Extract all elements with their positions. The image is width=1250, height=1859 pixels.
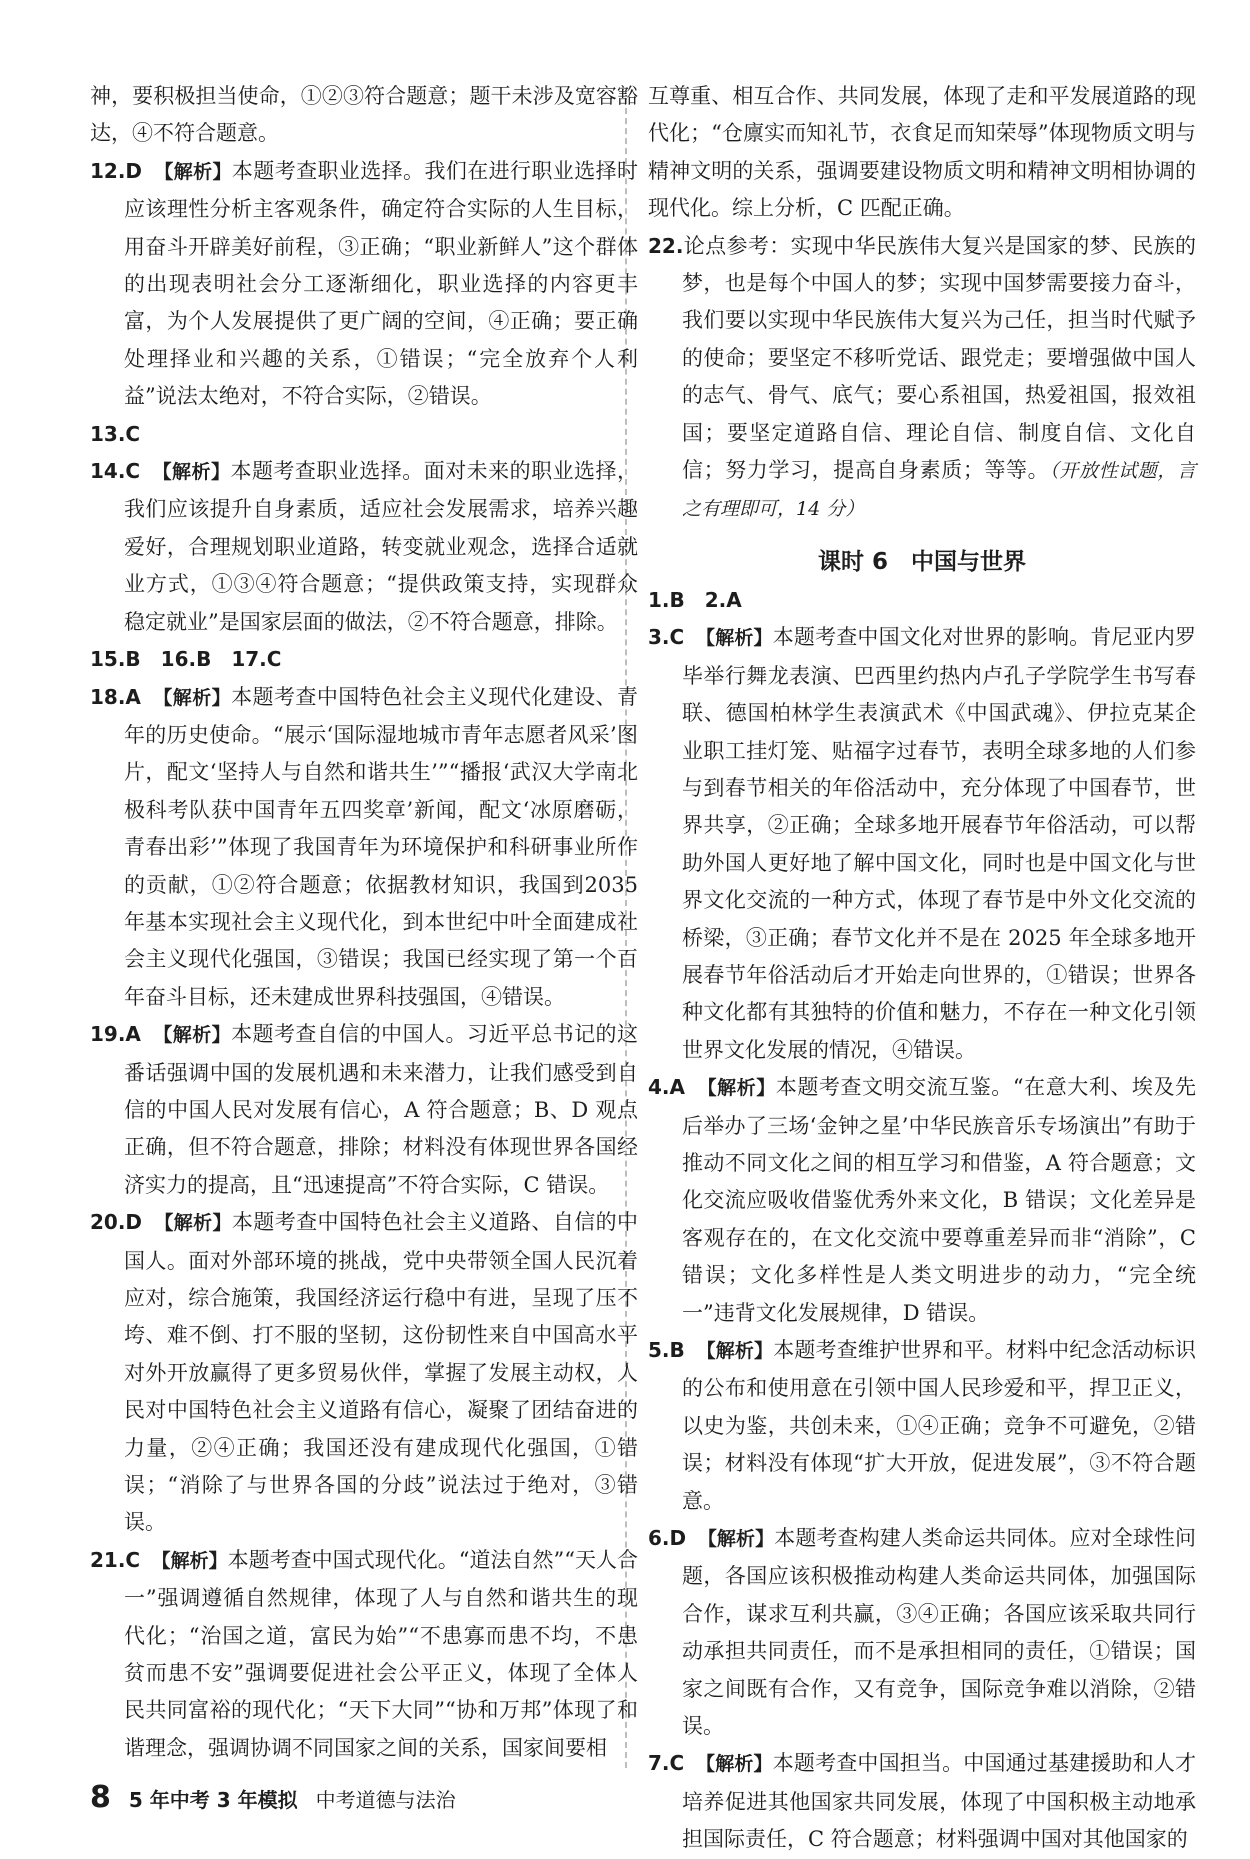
answer-number: 5.B bbox=[648, 1338, 685, 1362]
page-number: 8 bbox=[90, 1780, 111, 1815]
answer-number: 18.A bbox=[90, 684, 141, 709]
answer-number: 12.D bbox=[90, 158, 143, 183]
answer-continuation bbox=[648, 78, 1196, 228]
answer-text: 本题考查维护世界和平。材料中纪念活动标识的公布和使用意在引领中国人民珍爱和平，捍卫正义，以史为鉴，共创未来，①④正确；竞争不可避免，②错误；材料没有体现“扩大开放，促进发展”，③不符合题意。 bbox=[682, 1338, 1197, 1513]
answer-number: 22. bbox=[648, 233, 684, 258]
analysis-tag: 【解析】 bbox=[162, 1024, 232, 1047]
answer-number: 6.D bbox=[648, 1526, 687, 1551]
answer-text: 神，要积极担当使命，①②③符合题意；题干未涉及宽容豁达，④不符合题意。 bbox=[90, 84, 638, 146]
scoring-note: （开放性试题，言之有理即可，14 分） bbox=[682, 460, 1196, 521]
analysis-tag: 【解析】 bbox=[705, 1753, 773, 1776]
analysis-tag: 【解析】 bbox=[707, 1077, 776, 1100]
answer-text: 本题考查文明交流互鉴。“在意大利、埃及先后举办了三场‘金钟之星’中华民族音乐专场演出”有助于推动不同文化之间的相互学习和借鉴，A 符合题意；文化交流应吸收借鉴优秀外来文化，B 错误；文化差异是客观存在的，在文化交流中要尊重差异而非“消除”，C 错误；文化多样性是人类文明进步的动力，“完全统一”违背文化发展规律，D 错误。 bbox=[682, 1075, 1196, 1325]
answer-item bbox=[648, 619, 1196, 1069]
answer-item bbox=[648, 582, 1196, 619]
analysis-tag: 【解析】 bbox=[706, 1340, 774, 1362]
answer-text: 论点参考：实现中华民族伟大复兴是国家的梦、民族的梦，也是每个中国人的梦；实现中国梦需要接力奋斗，我们要以实现中华民族伟大复兴为己任，担当时代赋予的使命；要坚定不移听党话、跟党走；要增强做中国人的志气、骨气、底气；要心系祖国，热爱祖国，报效祖国；要坚定道路自信、理论自信、制度自信、文化自信；努力学习，提高自身素质；等等。 bbox=[682, 233, 1196, 483]
answer-number: 7.C bbox=[648, 1751, 685, 1776]
analysis-tag: 【解析】 bbox=[162, 686, 232, 709]
answer-number: 15.B 16.B 17.C bbox=[90, 647, 282, 672]
answer-item bbox=[648, 1332, 1196, 1520]
answer-text: 本题考查职业选择。面对未来的职业选择，我们应该提升自身素质，适应社会发展需求，培养兴趣爱好，合理规划职业道路，转变就业观念，选择合适就业方式，①③④符合题意；“提供政策支持，实现群众稳定就业”是国家层面的做法，②不符合题意，排除。 bbox=[124, 459, 638, 634]
right-column bbox=[648, 78, 1196, 1859]
analysis-tag: 【解析】 bbox=[705, 627, 773, 650]
answer-item bbox=[90, 416, 638, 453]
analysis-tag: 【解析】 bbox=[163, 160, 232, 183]
page-footer bbox=[90, 1780, 456, 1815]
answer-number: 20.D bbox=[90, 1210, 143, 1235]
answer-number: 4.A bbox=[648, 1075, 685, 1100]
answer-item bbox=[90, 153, 638, 416]
answer-item bbox=[90, 641, 638, 678]
answer-text: 本题考查中国担当。中国通过基建援助和人才培养促进其他国家共同发展，体现了中国积极主动地承担国际责任，C 符合题意；材料强调中国对其他国家的 bbox=[682, 1751, 1196, 1852]
answer-text: 本题考查中国式现代化。“道法自然”“天人合一”强调遵循自然规律，体现了人与自然和谐共生的现代化；“治国之道，富民为始”“不患寡而患不均，不患贫而患不安”强调要促进社会公平正义，体现了全体人民共同富裕的现代化；“天下大同”“协和万邦”体现了和谐理念，强调协调不同国家之间的关系，国家间要相 bbox=[124, 1547, 638, 1760]
answer-continuation bbox=[90, 78, 638, 153]
answer-item bbox=[648, 1520, 1196, 1745]
answer-item bbox=[90, 679, 638, 1017]
answer-item bbox=[90, 1016, 638, 1204]
answer-number: 19.A bbox=[90, 1022, 141, 1047]
answer-number: 1.B 2.A bbox=[648, 587, 742, 612]
answer-text: 本题考查职业选择。我们在进行职业选择时应该理性分析主客观条件，确定符合实际的人生目标，用奋斗开辟美好前程，③正确；“职业新鲜人”这个群体的出现表明社会分工逐渐细化，职业选择的内容更丰富，为个人发展提供了更广阔的空间，④正确；要正确处理择业和兴趣的关系，①错误；“完全放弃个人利益”说法太绝对，不符合实际，②错误。 bbox=[124, 158, 638, 409]
answer-item bbox=[90, 1204, 638, 1542]
analysis-tag: 【解析】 bbox=[707, 1528, 775, 1551]
answer-text: 本题考查中国特色社会主义道路、自信的中国人。面对外部环境的挑战，党中央带领全国人民沉着应对，综合施策，我国经济运行稳中有进，呈现了压不垮、难不倒、打不服的坚韧，这份韧性来自中国高水平对外开放赢得了更多贸易伙伴，掌握了发展主动权，人民对中国特色社会主义道路有信心，凝聚了团结奋进的力量，②④正确；我国还没有建成现代化强国，①错误；“消除了与世界各国的分歧”说法过于绝对，③错误。 bbox=[124, 1210, 638, 1535]
answer-item bbox=[648, 228, 1196, 529]
answer-number: 21.C bbox=[90, 1547, 141, 1572]
answer-text: 本题考查中国文化对世界的影响。肯尼亚内罗毕举行舞龙表演、巴西里约热内卢孔子学院学生书写春联、德国柏林学生表演武术《中国武魂》、伊拉克某企业职工挂灯笼、贴福字过春节，表明全球多地的人们参与到春节相关的年俗活动中，充分体现了中国春节，世界共享，②正确；全球多地开展春节年俗活动，可以帮助外国人更好地了解中国文化，同时也是中国文化与世界文化交流的一种方式，体现了春节是中外文化交流的桥梁，③正确；春节文化并不是在 2025 年全球多地开展春节年俗活动后才开始走向世界的，①错误；世界各种文化都有其独特的价值和魅力，不存在一种文化引领世界文化发展的情况，④错误。 bbox=[682, 625, 1196, 1062]
book-subject: 中考道德与法治 bbox=[315, 1788, 456, 1812]
answer-text: 本题考查构建人类命运共同体。应对全球性问题，各国应该积极推动构建人类命运共同体，加强国际合作，谋求互利共赢，③④正确；各国应该采取共同行动承担共同责任，而不是承担相同的责任，①错误；国家之间既有合作，又有竞争，国际竞争难以消除，②错误。 bbox=[682, 1526, 1197, 1739]
answer-number: 13.C bbox=[90, 421, 141, 446]
left-column bbox=[90, 78, 638, 1767]
answer-item bbox=[648, 1745, 1196, 1858]
analysis-tag: 【解析】 bbox=[163, 1212, 232, 1235]
answer-item bbox=[90, 1542, 638, 1767]
answer-item bbox=[648, 1069, 1196, 1332]
answer-number: 3.C bbox=[648, 625, 685, 650]
analysis-tag: 【解析】 bbox=[161, 1549, 228, 1572]
answer-text: 互尊重、相互合作、共同发展，体现了走和平发展道路的现代化；“仓廪实而知礼节，衣食足而知荣辱”体现物质文明与精神文明的关系，强调要建设物质文明和精神文明相协调的现代化。综上分析，C 匹配正确。 bbox=[648, 84, 1196, 221]
answer-text: 本题考查自信的中国人。习近平总书记的这番话强调中国的发展机遇和未来潜力，让我们感受到自信的中国人民对发展有信心，A 符合题意；B、D 观点正确，但不符合题意，排除；材料没有体现世界各国经济实力的提高，且“迅速提高”不符合实际，C 错误。 bbox=[124, 1022, 638, 1197]
right-column-top bbox=[648, 78, 1196, 529]
answer-text: 本题考查中国特色社会主义现代化建设、青年的历史使命。“展示‘国际湿地城市青年志愿者风采’图片，配文‘坚持人与自然和谐共生’”“播报‘武汉大学南北极科考队获中国青年五四奖章’新闻，配文‘冰原磨砺，青春出彩’”体现了我国青年为环境保护和科研事业所作的贡献，①②符合题意；依据教材知识，我国到2035年基本实现社会主义现代化，到本世纪中叶全面建成社会主义现代化强国，③错误；我国已经实现了第一个百年奋斗目标，还未建成世界科技强国，④错误。 bbox=[124, 684, 638, 1009]
right-column-bottom bbox=[648, 582, 1196, 1859]
section-title: 课时 6 中国与世界 bbox=[817, 548, 1026, 575]
answer-item bbox=[90, 453, 638, 641]
book-series-title: 5 年中考 3 年模拟 bbox=[128, 1788, 298, 1812]
analysis-tag: 【解析】 bbox=[162, 461, 231, 484]
answer-number: 14.C bbox=[90, 459, 141, 484]
